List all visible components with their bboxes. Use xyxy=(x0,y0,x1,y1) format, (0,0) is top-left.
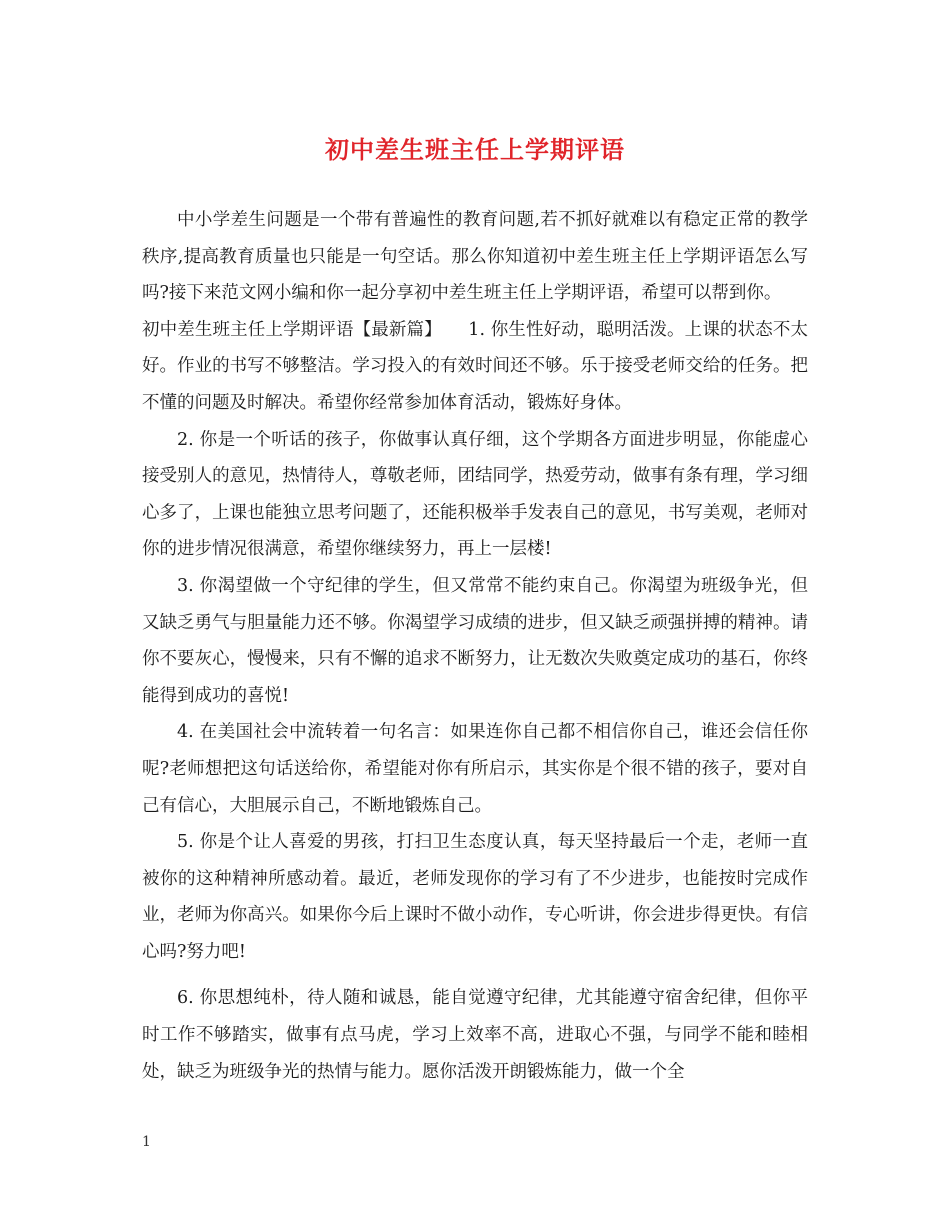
document-body xyxy=(142,202,808,1090)
paragraph-comment-4: 4. 在美国社会中流转着一句名言：如果连你自己都不相信你自己，谁还会信任你呢?老师想把这句话送给你，希望能对你有所启示，其实你是个很不错的孩子，要对自己有信心，大胆展示自己，不断地锻炼自己。 xyxy=(142,722,808,816)
paragraph-comment-1: 初中差生班主任上学期评语【最新篇】 1. 你生性好动，聪明活泼。上课的状态不太好。作业的书写不够整洁。学习投入的有效时间还不够。乐于接受老师交给的任务。把不懂的问题及时解决。希望你经常参加体育活动，锻炼好身体。 xyxy=(142,319,808,413)
page-title: 初中差生班主任上学期评语 xyxy=(325,135,625,164)
paragraph-comment-5: 5. 你是个让人喜爱的男孩，打扫卫生态度认真，每天坚持最后一个走，老师一直被你的这种精神所感动着。最近，老师发现你的学习有了不少进步，也能按时完成作业，老师为你高兴。如果你今后上课时不做小动作，专心听讲，你会进步得更快。有信心吗?努力吧! xyxy=(142,832,808,962)
paragraph-comment-6: 6. 你思想纯朴，待人随和诚恳，能自觉遵守纪律，尤其能遵守宿舍纪律，但你平时工作不够踏实，做事有点马虎，学习上效率不高，进取心不强，与同学不能和睦相处，缺乏为班级争光的热情与能力。愿你活泼开朗锻炼能力，做一个全 xyxy=(142,988,808,1082)
paragraph-comment-2: 2. 你是一个听话的孩子，你做事认真仔细，这个学期各方面进步明显，你能虚心接受别人的意见，热情待人，尊敬老师，团结同学，热爱劳动，做事有条有理，学习细心多了，上课也能独立思考问题了，还能积极举手发表自己的意见，书写美观，老师对你的进步情况很满意，希望你继续努力，再上一层楼! xyxy=(142,429,808,560)
intro-paragraph: 中小学差生问题是一个带有普遍性的教育问题,若不抓好就难以有稳定正常的教学秩序,提高教育质量也只能是一句空话。那么你知道初中差生班主任上学期评语怎么写吗?接下来范文网小编和你一起分享初中差生班主任上学期评语，希望可以帮到你。 xyxy=(142,210,808,304)
paragraph-comment-3: 3. 你渴望做一个守纪律的学生，但又常常不能约束自己。你渴望为班级争光，但又缺乏勇气与胆量能力还不够。你渴望学习成绩的进步，但又缺乏顽强拼搏的精神。请你不要灰心，慢慢来，只有不懈的追求不断努力，让无数次失败奠定成功的基石，你终能得到成功的喜悦! xyxy=(142,575,808,706)
page-number: 1 xyxy=(142,1134,151,1150)
